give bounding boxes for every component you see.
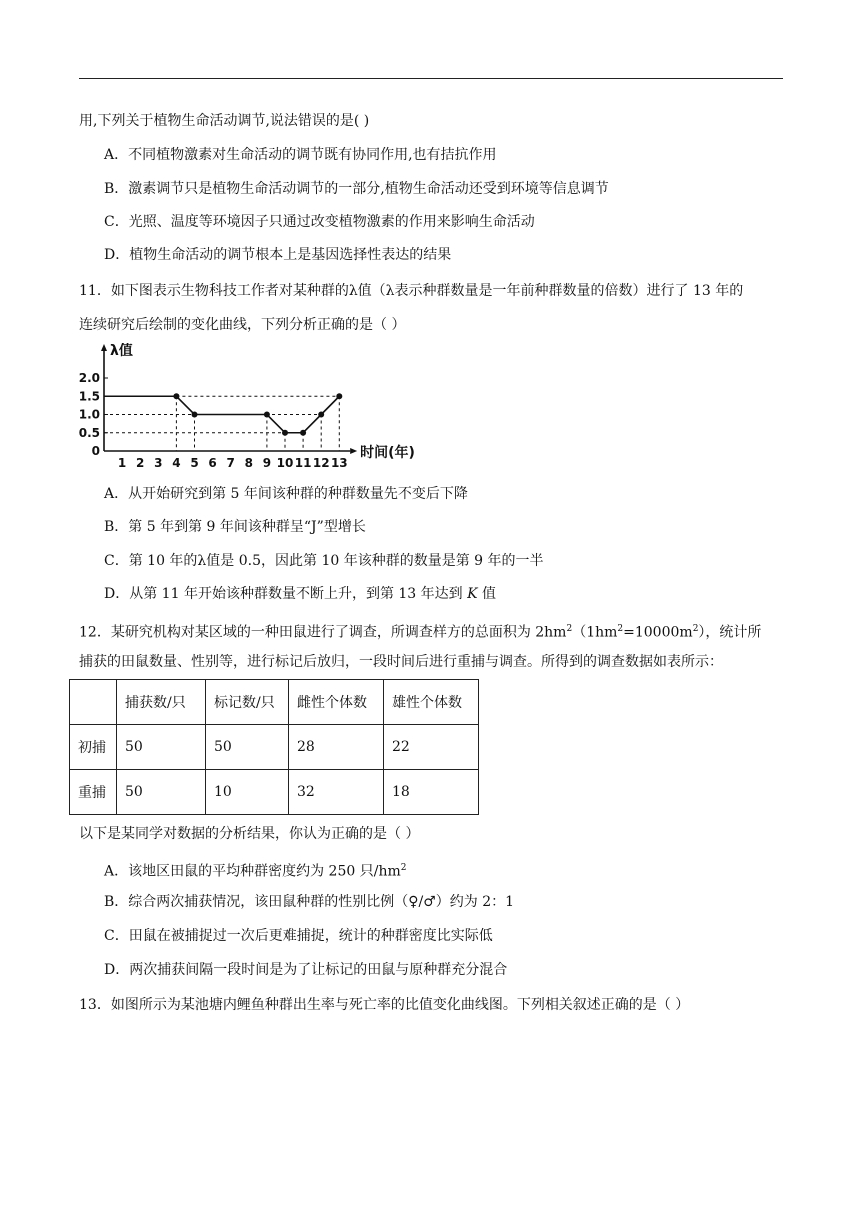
q12-stem-part-c: =10000m [623, 624, 693, 641]
q10-option-b[interactable]: B．激素调节只是植物生命活动调节的一部分,植物生命活动还受到环境等信息调节 [104, 181, 609, 197]
q11-stem-line2: 连续研究后绘制的变化曲线，下列分析正确的是（ ） [79, 317, 406, 333]
table-cell: 初捕 [70, 725, 117, 770]
x-tick-label: 2 [136, 456, 145, 469]
y-tick-label: 0.5 [78, 425, 100, 440]
q12-option-d[interactable]: D．两次捕获间隔一段时间是为了让标记的田鼠与原种群充分混合 [104, 962, 508, 978]
table-cell: 50 [206, 725, 289, 770]
q13-stem: 13．如图所示为某池塘内鲤鱼种群出生率与死亡率的比值变化曲线图。下列相关叙述正确的是（ ） [79, 997, 690, 1013]
x-tick-label: 5 [190, 456, 199, 469]
x-tick-label: 11 [294, 456, 312, 469]
q11-stem-line1: 11．如下图表示生物科技工作者对某种群的λ值（λ表示种群数量是一年前种群数量的倍数）进行了 13 年的 [79, 283, 744, 299]
y-axis-label: λ值 [110, 343, 133, 359]
table-header-cell: 捕获数/只 [117, 680, 206, 725]
q12-option-a-sup: 2 [400, 863, 407, 873]
x-tick-label: 6 [208, 456, 217, 469]
q11-option-d-tail: 值 [477, 586, 497, 602]
table-cell: 50 [117, 770, 206, 815]
q12-option-c[interactable]: C．田鼠在被捕捉过一次后更难捕捉，统计的种群密度比实际低 [104, 928, 493, 944]
table-header-cell [70, 680, 117, 725]
q11-option-a[interactable]: A．从开始研究到第 5 年间该种群的种群数量先不变后下降 [104, 486, 468, 502]
table-cell: 10 [206, 770, 289, 815]
header-rule [79, 78, 783, 79]
x-axis-arrow [350, 448, 357, 454]
q12-sup-1: 2 [566, 624, 573, 634]
x-axis-label: 时间(年) [360, 445, 415, 461]
q12-sup-2: 2 [617, 624, 624, 634]
table-row [70, 770, 479, 815]
table-header-cell: 标记数/只 [206, 680, 289, 725]
data-point [300, 430, 306, 436]
x-tick-label: 7 [226, 456, 235, 469]
data-point [318, 412, 324, 418]
x-tick-label: 1 [117, 456, 127, 469]
q12-stem-part-d: ），统计所 [698, 624, 762, 641]
q10-stem: 用,下列关于植物生命活动调节,说法错误的是( ) [79, 113, 370, 129]
q10-option-d[interactable]: D．植物生命活动的调节根本上是基因选择性表达的结果 [104, 247, 452, 263]
q11-option-b[interactable]: B．第 5 年到第 9 年间该种群呈“J”型增长 [104, 519, 366, 535]
data-point [336, 393, 342, 399]
lambda-line-chart [78, 343, 438, 469]
table-cell: 22 [384, 725, 479, 770]
q10-option-c[interactable]: C．光照、温度等环境因子只通过改变植物激素的作用来影响生命活动 [104, 214, 535, 230]
q11-option-d-text: D．从第 11 年开始该种群数量不断上升，到第 13 年达到 [104, 586, 468, 602]
x-tick-label: 12 [312, 456, 330, 469]
q12-sup-3: 2 [692, 624, 699, 634]
data-point [282, 430, 288, 436]
x-tick-label: 13 [330, 456, 348, 469]
q10-option-a[interactable]: A．不同植物激素对生命活动的调节既有协同作用,也有拮抗作用 [104, 147, 497, 163]
x-tick-label: 3 [154, 456, 163, 469]
y-tick-label: 1.5 [78, 389, 100, 404]
q12-stem-line2: 捕获的田鼠数量、性别等，进行标记后放归，一段时间后进行重捕与调查。所得到的调查数据如表所示： [79, 654, 723, 670]
q12-option-a[interactable] [104, 859, 406, 881]
q11-option-d[interactable] [104, 585, 496, 603]
q12-option-b[interactable]: B．综合两次捕获情况，该田鼠种群的性别比例（♀/♂）约为 2：1 [104, 894, 515, 910]
x-tick-label: 4 [172, 456, 181, 469]
y-tick-label: 2.0 [78, 371, 100, 385]
data-point [192, 412, 198, 418]
table-header-cell: 雄性个体数 [384, 680, 479, 725]
q12-stem-part-b: （1hm [572, 624, 618, 641]
q11-option-d-k: K [467, 586, 478, 602]
y-axis-arrow [101, 344, 107, 351]
table-cell: 28 [289, 725, 384, 770]
y-tick-label: 0 [91, 444, 100, 458]
data-point [264, 412, 270, 418]
capture-data-table [69, 679, 479, 815]
q12-stem-part-a: 12．某研究机构对某区域的一种田鼠进行了调查，所调查样方的总面积为 2hm [79, 624, 567, 641]
table-row [70, 725, 479, 770]
q12-stem-line1 [79, 620, 761, 642]
table-header-row [70, 680, 479, 725]
x-tick-label: 8 [244, 456, 253, 469]
table-cell: 重捕 [70, 770, 117, 815]
table-cell: 18 [384, 770, 479, 815]
q12-option-a-text: A．该地区田鼠的平均种群密度约为 250 只/hm [104, 863, 401, 880]
x-tick-label: 9 [262, 456, 272, 469]
table-header-cell: 雌性个体数 [289, 680, 384, 725]
q12-after-table: 以下是某同学对数据的分析结果，你认为正确的是（ ） [79, 826, 420, 842]
table-cell: 32 [289, 770, 384, 815]
table-cell: 50 [117, 725, 206, 770]
y-tick-label: 1.0 [78, 407, 100, 422]
x-tick-label: 10 [276, 456, 294, 469]
q11-option-c[interactable]: C．第 10 年的λ值是 0.5，因此第 10 年该种群的数量是第 9 年的一半 [104, 553, 544, 569]
data-point [173, 393, 179, 399]
